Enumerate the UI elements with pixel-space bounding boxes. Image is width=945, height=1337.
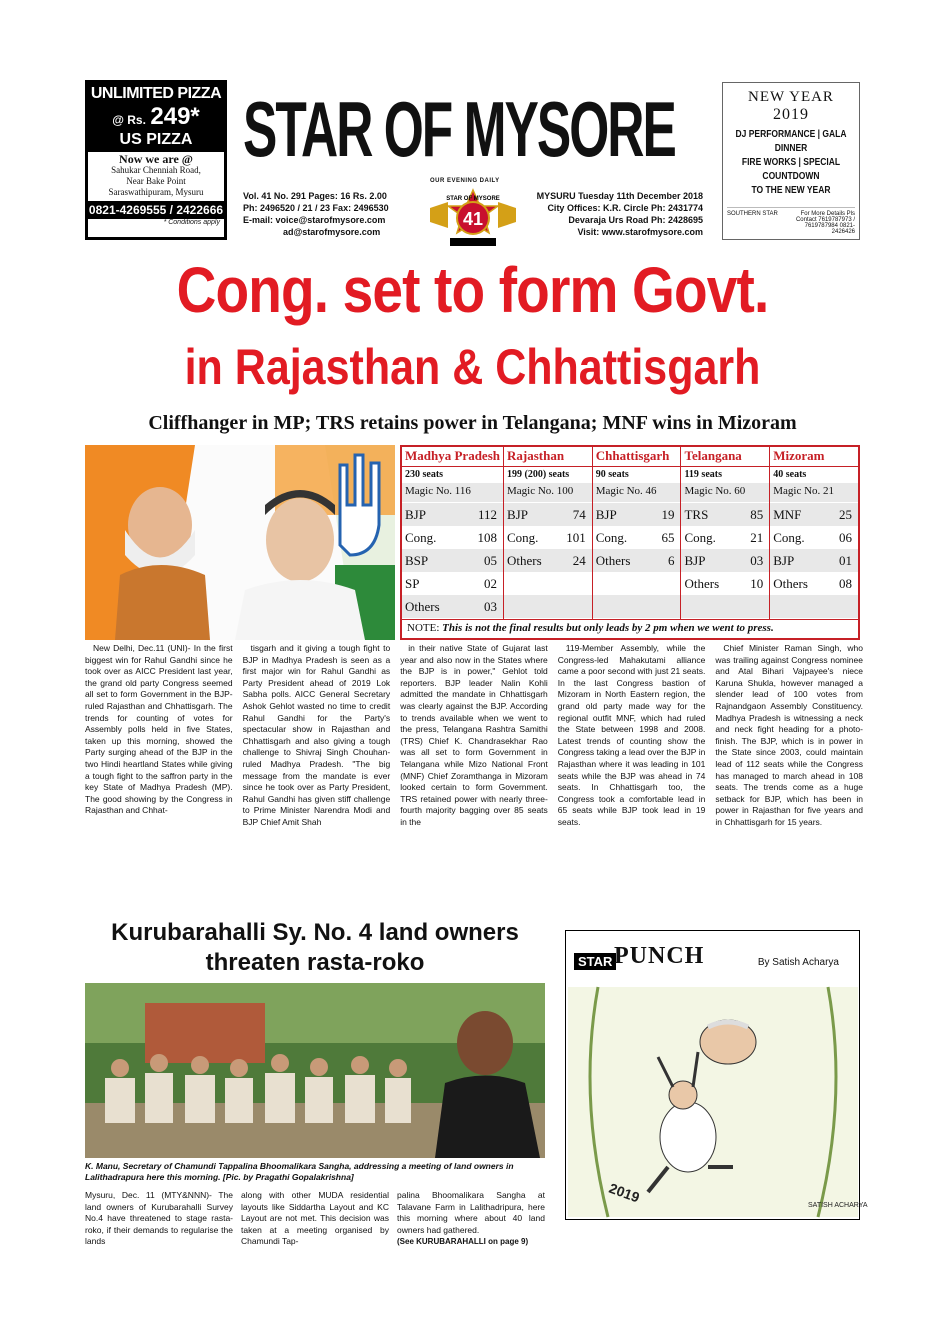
ad-hotel: SOUTHERN STAR [727,211,778,217]
party-result-row [681,595,769,618]
state-seats: 230 seats [402,467,503,483]
party-result-row [593,572,681,595]
party-name: Others [773,576,808,591]
magic-number: Magic No. 116 [402,483,503,503]
party-seats: 03 [750,553,764,568]
party-name: BSP [405,553,429,568]
party-seats: 08 [838,576,852,591]
ad-line-1: DJ PERFORMANCE | GALA DINNER [735,129,847,154]
party-result-row [681,526,769,549]
phone-line: Ph: 2496520 / 21 / 23 Fax: 2496530 [243,203,389,213]
magic-number: Magic No. 46 [593,483,681,503]
party-seats: 06 [838,530,852,545]
ad-address-2: Near Bake Point [126,176,186,186]
party-name: BJP [506,507,528,522]
ad-address-1: Sahukar Chenniah Road, [111,165,201,175]
party-name: Cong. [595,530,628,545]
party-name: SP [405,576,420,591]
second-headline-line-2: threaten rasta-roko [205,949,425,976]
devaraja-office: Devaraja Urs Road Ph: 2428695 [568,215,703,225]
ad-at-rs: @ Rs. [112,113,146,127]
second-story-col-1: Mysuru, Dec. 11 (MTY&NNN)- The land owners of Kurubarahalli Survey No.4 have threatened to stage rasta-roko, if their demands to regularise the lands [85,1190,233,1247]
leaders-photo [85,445,395,640]
party-name: Cong. [405,530,437,545]
deck-headline: Cliffhanger in MP; TRS retains power in Telangana; MNF wins in Mizoram [148,412,797,434]
ad-conditions: * Conditions apply [163,219,220,226]
pizza-advertisement [85,80,227,240]
party-seats: 24 [572,553,586,568]
party-result-row [504,572,592,595]
state-name: Rajasthan [504,447,592,467]
party-seats: 01 [838,553,852,568]
party-result-row [402,549,503,572]
masthead-info-left [243,190,389,238]
ad-contact: For More Details Pls Contact 7619787973 / 7619787984 0821-2426426 [795,211,855,235]
emblem-top-text: STAR OF MYSORE [446,196,500,202]
election-results-table [400,445,860,640]
party-result-row [770,549,858,572]
party-result-row [593,595,681,618]
ad-year: 2019 [773,106,809,123]
party-result-row [504,595,592,618]
party-name: BJP [405,507,426,522]
state-name: Madhya Pradesh [402,447,503,467]
ad-phone: 0821-4269555 / 2422666 [88,203,224,217]
ad-line-2: FIRE WORKS | SPECIAL COUNTDOWN [741,157,841,182]
party-result-row [593,549,681,572]
party-result-row [770,503,858,526]
party-name: BJP [684,553,706,568]
state-name: Chhattisgarh [593,447,681,467]
party-seats: 65 [661,530,675,545]
party-seats: 6 [667,553,675,568]
vol-line: Vol. 41 No. 291 Pages: 16 Rs. 2.00 [243,191,387,201]
ad-brand: US PIZZA [119,131,193,148]
magic-number: Magic No. 60 [681,483,769,503]
lead-story-col-1: New Delhi, Dec.11 (UNI)- In the first biggest win for Rahul Gandhi since he took over as AICC President last year, the grand old party Congress seemed all set to form Government in the BJP-ruled Rajasthan and Chhattisgarh. The trends for counting of votes for Assembly polls held in five States, taken up this morning, showed the Party surging ahead of the BJP in the two Hindi heartland States while giving a tough fight to the saffron party in the key State of Madhya Pradesh (MP). The good showing by the Congress in Rajasthan and Chhat- [85,643,233,816]
star-punch-cartoon [565,930,868,1220]
party-name: Cong. [773,530,805,545]
second-story-col-2: along with other MUDA residential layouts like Siddartha Layout and KC Layout are not met. This decision was taken at a meeting organised by Chamundi Tap- [241,1190,389,1247]
party-name: BJP [595,507,617,522]
results-column [402,447,504,619]
emblem-number: 41 [462,209,484,229]
cartoon-signature: SATISH ACHARYA [808,1202,868,1209]
party-result-row [681,549,769,572]
party-seats: 03 [483,599,497,614]
cartoon-year: 2019 [606,1179,642,1206]
lead-story-col-3: in their native State of Gujarat last year and also now in the States where the BJP is in power," Gehlot told reporters. BJP leader Nalin Kohli admitted the mandate in Chhattisgarh was clearly against the BJP. According to trends available when we went to the press, Telangana Rashtra Samithi (TRS) Chief K. Chandrasekhar Rao was all set to form Government in Telangana while Mizo National Front (MNF) Chief Zoramthanga in Mizoram looked certain to form Government. TRS retained power with nearly three-fourth majority bagging over 85 seats in the [400,643,548,827]
punch-title: PUNCH [614,943,705,969]
date-line: MYSURU Tuesday 11th December 2018 [536,191,703,201]
email-ad-line: ad@starofmysore.com [283,227,381,237]
magic-number: Magic No. 100 [504,483,592,503]
magic-number: Magic No. 21 [770,483,858,503]
party-name: Others [506,553,542,568]
party-result-row [402,595,503,618]
party-result-row [402,503,503,526]
party-result-row [681,503,769,526]
masthead-title: STAR OF MYSORE [243,85,675,173]
masthead-tagline: OUR EVENING DAILY [430,178,500,184]
results-column [593,447,682,619]
party-result-row [402,526,503,549]
party-name: Others [684,576,720,591]
punch-star-label: STAR [574,953,616,970]
lead-story [85,643,863,911]
ad-price: 249* [150,103,200,130]
ad-line-3: TO THE NEW YEAR [751,185,831,196]
state-seats: 119 seats [681,467,769,483]
party-seats: 85 [750,507,764,522]
sub-headline: in Rajasthan & Chhattisgarh [184,339,761,395]
meeting-photo-caption: K. Manu, Secretary of Chamundi Tappalina Bhoomalikara Sangha, addressing a meeting of land owners in Lalithadrapura here this morning. [Pic. by Pragathi Gopalakrishna] [85,1161,514,1182]
meeting-photo [85,983,545,1158]
city-offices: City Offices: K.R. Circle Ph: 2431774 [547,203,703,213]
star-41-emblem-icon [428,188,518,250]
second-headline-line-1: Kurubarahalli Sy. No. 4 land owners [111,919,519,946]
cartoon-illustration [568,987,868,1217]
results-column [504,447,593,619]
party-seats: 112 [477,507,497,522]
party-seats: 05 [483,553,497,568]
results-note: NOTE: This is not the final results but only leads by 2 pm when we went to press. [402,619,858,638]
masthead-info-right [520,190,703,238]
party-name: Others [595,553,631,568]
party-result-row [593,526,681,549]
party-name: MNF [773,507,802,522]
party-result-row [681,572,769,595]
main-headline: Cong. set to form Govt. [176,254,769,326]
party-name: Cong. [684,530,716,545]
website: Visit: www.starofmysore.com [577,227,703,237]
party-result-row [402,572,503,595]
state-name: Telangana [681,447,769,467]
email-line: E-mail: voice@starofmysore.com [243,215,386,225]
results-column [681,447,770,619]
party-name: Cong. [506,530,539,545]
party-seats: 101 [566,530,586,545]
party-seats: 02 [483,576,497,591]
second-story-col-3: palina Bhoomalikara Sangha at Talavane Farm in Lalithadripura, here this morning where about 40 land owners had gathered. [397,1190,545,1235]
second-story-headline [85,918,545,978]
party-result-row [770,572,858,595]
party-result-row [770,526,858,549]
party-seats: 21 [750,530,764,545]
party-seats: 74 [572,507,586,522]
ad-unlimited-pizza: UNLIMITED PIZZA [90,85,222,102]
state-seats: 199 (200) seats [504,467,592,483]
party-seats: 25 [838,507,852,522]
state-seats: 90 seats [593,467,681,483]
state-seats: 40 seats [770,467,858,483]
party-seats: 19 [661,507,675,522]
state-name: Mizoram [770,447,858,467]
continued-reference: (See KURUBARAHALLI on page 9) [397,1237,529,1247]
party-seats: 10 [750,576,764,591]
party-name: Others [405,599,440,614]
punch-byline: By Satish Acharya [757,957,839,968]
party-name: TRS [684,507,709,522]
party-result-row [593,503,681,526]
party-result-row [770,595,858,618]
new-year-advertisement [722,82,860,240]
ad-address-3: Saraswathipuram, Mysuru [108,187,204,197]
second-story-body [85,1190,545,1248]
ad-new-year: NEW YEAR [748,89,834,105]
party-result-row [504,526,592,549]
lead-story-col-2: tisgarh and it giving a tough fight to BJP in Madhya Pradesh is seen as a first major win for Rahul Gandhi as Party President ahead of 2019 Lok Sabha polls. AICC General Secretary Ashok Gehlot wasted no time to credit Rahul Gandhi for the Party's spectacular show in Rajasthan and Chhattisgarh and also giving a tough challenge to Shivraj Singh Chouhan-ruled Madhya Pradesh. "The big message from the mandate is ever since he took over as Party President, Rahul Gandhi has given stiff challenge to Prime Minister Narendra Modi and BJP Chief Amit Shah [242,643,391,827]
party-name: BJP [773,553,795,568]
lead-story-col-4: 119-Member Assembly, while the Congress-led Mahakutami alliance came a poor second with just 21 seats. In the last Congress bastion of Mizoram in North Eastern region, the grand old party made way for the regional outfit MNF, which had ruled the State between 1998 and 2008. Latest trends of counting show the Congress taking a lead over the BJP in Rajasthan where it was leading in 101 seats while the BJP was ahead in 74 seats. In Chhattisgarh too, the Congress took a comfortable lead in 65 seats while BJP took lead in 19 seats. [557,643,706,827]
party-result-row [504,503,592,526]
lead-story-col-5: Chief Minister Raman Singh, who was trailing against Congress nominee and Atal Bihari Vajpayee's niece Karuna Shukla, however managed a slender lead of 100 votes from Rajnandgaon Assembly Constituency. Madhya Pradesh is witnessing a neck and neck fight heading for a photo-finish. The BJP, which is in power in the State since 2003, could maintain lead of 112 seats while the Congress has managed to march ahead in 108 seats. The trends come as a huge setback for BJP, which has been in power in Rajasthan for five years and in Chhattisgarh for 15 years. [715,643,863,827]
results-column [770,447,858,619]
party-result-row [504,549,592,572]
ad-now-we-are: Now we are @ [119,152,193,166]
party-seats: 108 [477,530,497,545]
